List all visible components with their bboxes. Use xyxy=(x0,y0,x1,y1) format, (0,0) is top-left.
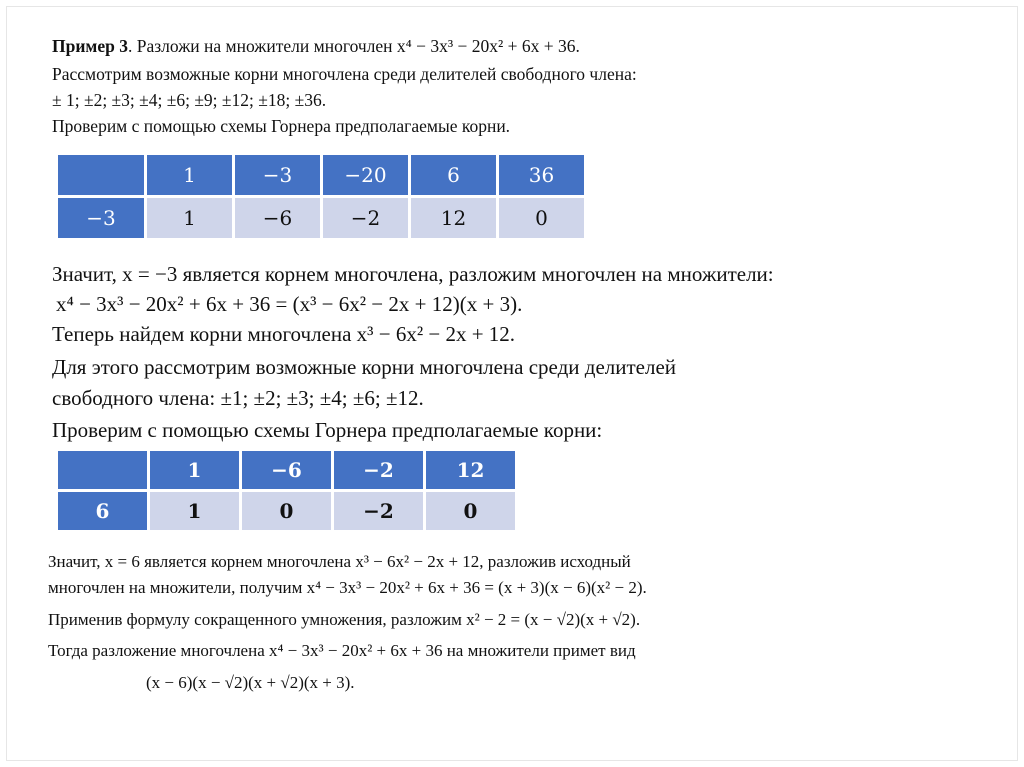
step3-line: многочлен на множители, получим x⁴ − 3x³ − 20x² + 6x + 36 = (x + 3)(x − 6)(x² − 2). xyxy=(48,578,647,597)
table-cell xyxy=(58,155,144,195)
intro-line: Рассмотрим возможные корни многочлена среди делителей свободного члена: xyxy=(52,64,637,84)
step3-line: Применив формулу сокращенного умножения, разложим x² − 2 = (x − √2)(x + √2). xyxy=(48,610,641,629)
table-cell: −2 xyxy=(334,451,423,489)
table-cell: 1 xyxy=(147,155,232,195)
table-cell: 12 xyxy=(426,451,515,489)
example-label: Пример 3 xyxy=(52,36,128,56)
table-cell: −2 xyxy=(323,198,408,238)
table-row xyxy=(58,198,584,238)
table-cell: 12 xyxy=(411,198,496,238)
step2-line: Проверим с помощью схемы Горнера предполагаемые корни: xyxy=(52,418,603,442)
horner-table-2 xyxy=(55,448,518,533)
step3-line: Тогда разложение многочлена x⁴ − 3x³ − 20x² + 6x + 36 на множители примет вид xyxy=(48,641,636,660)
table-cell: 0 xyxy=(426,492,515,530)
intro-divisors: ± 1; ±2; ±3; ±4; ±6; ±9; ±12; ±18; ±36. xyxy=(52,90,327,110)
step2-line: Теперь найдем корни многочлена x³ − 6x² − 2x + 12. xyxy=(52,322,516,346)
table-cell: −3 xyxy=(235,155,320,195)
step2-line: Для этого рассмотрим возможные корни многочлена среди делителей xyxy=(52,355,677,379)
table-row xyxy=(58,492,515,530)
table-cell: 36 xyxy=(499,155,584,195)
table-cell: 6 xyxy=(411,155,496,195)
table-header-row xyxy=(58,451,515,489)
example-task: . Разложи на множители многочлен x⁴ − 3x³ − 20x² + 6x + 36. xyxy=(127,36,580,56)
table-cell: 6 xyxy=(58,492,147,530)
table-cell: 0 xyxy=(499,198,584,238)
table-cell: −3 xyxy=(58,198,144,238)
table-header-row xyxy=(58,155,584,195)
table-cell: −20 xyxy=(323,155,408,195)
table-cell: −2 xyxy=(334,492,423,530)
intro-line: Проверим с помощью схемы Горнера предполагаемые корни. xyxy=(52,116,511,136)
horner-table-1 xyxy=(55,152,587,241)
table-cell: 0 xyxy=(242,492,331,530)
table-cell xyxy=(58,451,147,489)
final-answer: (x − 6)(x − √2)(x + √2)(x + 3). xyxy=(146,673,355,692)
table-cell: −6 xyxy=(235,198,320,238)
table-cell: 1 xyxy=(150,451,239,489)
step2-line: x⁴ − 3x³ − 20x² + 6x + 36 = (x³ − 6x² − 2x + 12)(x + 3). xyxy=(56,292,523,316)
table-cell: 1 xyxy=(150,492,239,530)
step3-line: Значит, x = 6 является корнем многочлена x³ − 6x² − 2x + 12, разложив исходный xyxy=(48,552,631,571)
table-cell: 1 xyxy=(147,198,232,238)
example-title xyxy=(52,36,580,57)
step2-line: Значит, x = −3 является корнем многочлена, разложим многочлен на множители: xyxy=(52,262,774,286)
step2-line: свободного члена: ±1; ±2; ±3; ±4; ±6; ±12. xyxy=(52,386,424,410)
table-cell: −6 xyxy=(242,451,331,489)
